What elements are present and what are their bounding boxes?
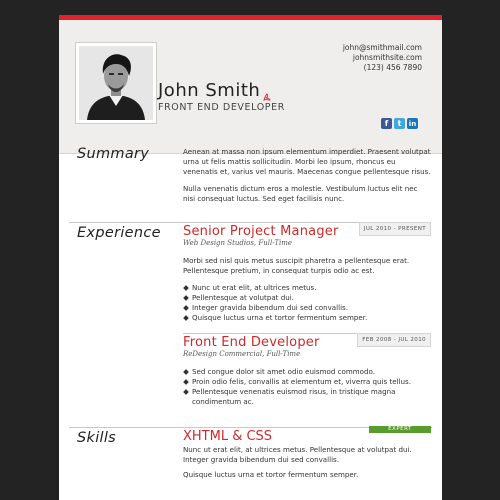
job-role: FRONT END DEVELOPER bbox=[158, 102, 285, 113]
bullet-text: Pellentesque at volutpat dui. bbox=[192, 293, 294, 302]
job-company: Web Design Studios, Full-Time bbox=[183, 239, 293, 247]
job-entry bbox=[183, 222, 431, 323]
twitter-icon[interactable]: t bbox=[394, 118, 405, 129]
pdf-icon[interactable] bbox=[263, 85, 271, 93]
summary-body bbox=[183, 147, 431, 211]
list-item bbox=[183, 283, 431, 293]
job-title: Senior Project Manager bbox=[183, 224, 339, 239]
summary-heading: Summary bbox=[77, 146, 150, 162]
bullet-text: Nunc ut erat elit, at ultrices metus. bbox=[192, 283, 317, 292]
bullet-diamond-icon bbox=[183, 285, 189, 291]
experience-heading: Experience bbox=[77, 225, 161, 241]
profile-photo-frame bbox=[75, 42, 157, 124]
bullet-text: Quisque luctus urna et tortor fermentum semper. bbox=[192, 313, 368, 322]
bullet-diamond-icon bbox=[183, 369, 189, 375]
summary-paragraph: Aenean at massa non ipsum elementum imperdiet. Praesent volutpat urna ut felis mattis sollicitudin. Morbi leo ipsum, rhoncus eu venenatis et, varius vel mauris. Maecenas congue pellentesque risus. bbox=[183, 147, 431, 176]
portrait-image bbox=[79, 46, 153, 120]
job-company: ReDesign Commercial, Full-Time bbox=[183, 350, 301, 358]
list-item bbox=[183, 367, 431, 377]
bullet-text: Integer gravida bibendum dui sed convallis. bbox=[192, 303, 349, 312]
bullet-diamond-icon bbox=[183, 389, 189, 395]
bullet-diamond-icon bbox=[183, 295, 189, 301]
bullet-diamond-icon bbox=[183, 379, 189, 385]
contact-website[interactable]: johnsmithsite.com bbox=[352, 53, 422, 62]
list-item bbox=[183, 387, 431, 407]
person-name-text: John Smith bbox=[158, 80, 261, 101]
bullet-text: Pellentesque venenatis euismod risus, in tristique magna condimentum ac. bbox=[192, 387, 396, 406]
job-description: Morbi sed nisl quis metus suscipit pharetra a pellentesque erat. Pellentesque pretium, in consequat turpis odio ac est. bbox=[183, 256, 410, 275]
resume-header bbox=[59, 20, 442, 154]
job-entry bbox=[183, 333, 431, 407]
skills-heading: Skills bbox=[77, 430, 117, 446]
list-item bbox=[183, 293, 431, 303]
section-divider bbox=[69, 222, 183, 223]
summary-section bbox=[59, 143, 442, 221]
list-item bbox=[183, 313, 431, 323]
skill-description: Quisque luctus urna et tortor fermentum semper. bbox=[183, 470, 359, 479]
skills-body bbox=[183, 427, 431, 480]
profile-photo bbox=[79, 46, 153, 120]
social-links bbox=[381, 118, 418, 129]
bullet-diamond-icon bbox=[183, 305, 189, 311]
summary-paragraph: Nulla venenatis dictum eros a molestie. Vestibulum luctus elit nec nisi consequat luctus. Sed eget facilisis nunc. bbox=[183, 184, 418, 203]
job-bullet-list bbox=[183, 367, 431, 407]
list-item bbox=[183, 377, 431, 387]
bullet-text: Sed congue dolor sit amet odio euismod commodo. bbox=[192, 367, 375, 376]
linkedin-icon[interactable]: in bbox=[408, 119, 417, 128]
job-bullet-list bbox=[183, 283, 431, 323]
person-name bbox=[158, 80, 285, 101]
contact-info bbox=[343, 43, 422, 73]
job-date-badge: FEB 2008 - JUL 2010 bbox=[357, 333, 431, 347]
experience-body bbox=[183, 222, 431, 407]
job-title: Front End Developer bbox=[183, 335, 320, 350]
name-block bbox=[158, 80, 285, 113]
skill-level-badge: EXPERT bbox=[369, 426, 431, 433]
list-item bbox=[183, 303, 431, 313]
experience-section bbox=[59, 222, 442, 427]
skill-title: XHTML & CSS bbox=[183, 429, 273, 444]
contact-email[interactable]: john@smithmail.com bbox=[342, 43, 422, 52]
contact-phone: (123) 456 7890 bbox=[363, 63, 422, 72]
skills-section bbox=[59, 427, 442, 500]
facebook-icon[interactable]: f bbox=[381, 118, 392, 129]
skill-description: Nunc ut erat elit, at ultrices metus. Pellentesque at volutpat dui. Integer gravida bibendum dui sed convallis. bbox=[183, 445, 412, 464]
bullet-diamond-icon bbox=[183, 315, 189, 321]
bullet-text: Proin odio felis, convallis at elementum et, viverra quis tellus. bbox=[192, 377, 411, 386]
resume-page bbox=[59, 15, 442, 500]
job-date-badge: JUL 2010 - PRESENT bbox=[359, 222, 431, 236]
